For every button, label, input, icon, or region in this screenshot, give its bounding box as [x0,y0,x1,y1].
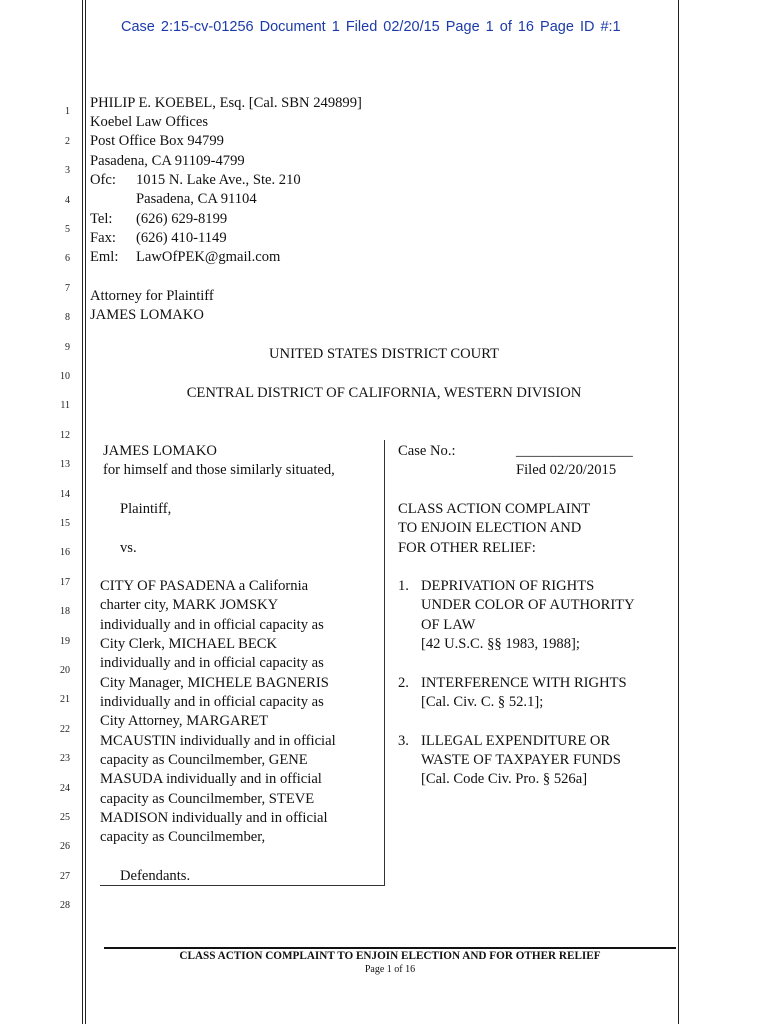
claim-line: [Cal. Code Civ. Pro. § 526a] [421,771,588,787]
header-document: Document 1 [259,19,340,35]
left-margin-rule-inner [85,0,86,1024]
claim-line: OF LAW [421,617,476,633]
header-page-id: Page ID #:1 [540,19,621,35]
line-number: 13 [60,459,70,470]
right-margin-rule [678,0,679,1024]
line-number: 14 [60,489,70,500]
line-number: 7 [65,283,70,294]
defendants-line: individually and in official capacity as [100,617,324,633]
line-number: 25 [60,812,70,823]
line-number: 3 [65,165,70,176]
defendants-line: capacity as Councilmember, STEVE [100,791,315,807]
office-label: Ofc: [90,172,116,188]
line-number: 11 [60,400,70,411]
ecf-header [121,19,621,35]
filed-date: Filed 02/20/2015 [516,462,617,478]
plaintiff-role: Plaintiff, [120,501,172,517]
defendants-line: capacity as Councilmember, GENE [100,752,308,768]
attorney-po-box: Post Office Box 94799 [90,133,224,149]
office-address-line2: Pasadena, CA 91104 [136,191,257,207]
claim-line: INTERFERENCE WITH RIGHTS [421,675,627,691]
line-number: 17 [60,577,70,588]
line-number: 8 [65,312,70,323]
defendants-line: CITY OF PASADENA a California [100,578,309,594]
claim-number: 1. [398,578,409,594]
email-label: Eml: [90,249,119,265]
claim-line: UNDER COLOR OF AUTHORITY [421,597,635,613]
complaint-title-line: TO ENJOIN ELECTION AND [398,520,582,536]
court-name: UNITED STATES DISTRICT COURT [269,346,499,362]
left-margin-rule-outer [82,0,83,1024]
line-number: 28 [60,900,70,911]
defendants-line: charter city, MARK JOMSKY [100,597,279,613]
line-number: 2 [65,136,70,147]
plaintiff-description: for himself and those similarly situated, [103,462,335,478]
line-number: 5 [65,224,70,235]
email-address: LawOfPEK@gmail.com [136,249,281,265]
defendants-line: individually and in official capacity as [100,694,324,710]
line-number: 27 [60,871,70,882]
defendants-line: individually and in official capacity as [100,655,324,671]
versus: vs. [120,540,137,556]
defendants-line: capacity as Councilmember, [100,829,266,845]
defendants-line: City Clerk, MICHAEL BECK [100,636,278,652]
case-number-blank: ________________ [516,443,633,459]
line-number: 16 [60,547,70,558]
complaint-title-line: CLASS ACTION COMPLAINT [398,501,591,517]
line-number: 9 [65,342,70,353]
line-number: 22 [60,724,70,735]
defendants-role: Defendants. [120,868,191,884]
complaint-title-line: FOR OTHER RELIEF: [398,540,536,556]
line-number: 26 [60,841,70,852]
line-number: 21 [60,694,70,705]
header-page: Page 1 of 16 [445,19,535,35]
line-number: 24 [60,783,70,794]
fax-label: Fax: [90,230,116,246]
claim-line: [Cal. Civ. C. § 52.1]; [421,694,544,710]
defendants-line: MCAUSTIN individually and in official [100,733,336,749]
attorney-name: PHILIP E. KOEBEL, Esq. [Cal. SBN 249899] [90,95,362,111]
claim-line: [42 U.S.C. §§ 1983, 1988]; [421,636,580,652]
attorney-po-city: Pasadena, CA 91109-4799 [90,153,245,169]
claim-line: WASTE OF TAXPAYER FUNDS [421,752,621,768]
defendants-line: City Manager, MICHELE BAGNERIS [100,675,329,691]
line-number: 10 [60,371,70,382]
court-district: CENTRAL DISTRICT OF CALIFORNIA, WESTERN DIVISION [186,385,582,401]
fax-number: (626) 410-1149 [136,230,227,246]
claim-line: DEPRIVATION OF RIGHTS [421,578,595,594]
tel-label: Tel: [90,211,113,227]
line-number: 4 [65,195,70,206]
line-number: 23 [60,753,70,764]
header-case-number: Case 2:15-cv-01256 [121,19,254,35]
claim-number: 2. [398,675,409,691]
header-filed-date: Filed 02/20/15 [345,19,440,35]
claim-number: 3. [398,733,409,749]
footer-title: CLASS ACTION COMPLAINT TO ENJOIN ELECTION AND FOR OTHER RELIEF [179,950,601,962]
client-name: JAMES LOMAKO [90,307,204,323]
line-number: 6 [65,253,70,264]
attorney-for: Attorney for Plaintiff [90,288,214,304]
line-number: 1 [65,106,70,117]
line-number: 15 [60,518,70,529]
office-address-line1: 1015 N. Lake Ave., Ste. 210 [136,172,301,188]
line-number: 12 [60,430,70,441]
defendants-line: MASUDA individually and in official [100,771,322,787]
line-number: 19 [60,636,70,647]
attorney-firm: Koebel Law Offices [90,114,209,130]
line-number: 18 [60,606,70,617]
claim-line: ILLEGAL EXPENDITURE OR [421,733,611,749]
defendants-line: City Attorney, MARGARET [100,713,269,729]
footer-rule [104,947,676,949]
plaintiff-name: JAMES LOMAKO [103,443,217,459]
tel-number: (626) 629-8199 [136,211,228,227]
line-number: 20 [60,665,70,676]
footer-page-number: Page 1 of 16 [364,964,416,975]
defendants-line: MADISON individually and in official [100,810,328,826]
case-number-label: Case No.: [398,443,456,459]
caption-divider [384,440,385,886]
